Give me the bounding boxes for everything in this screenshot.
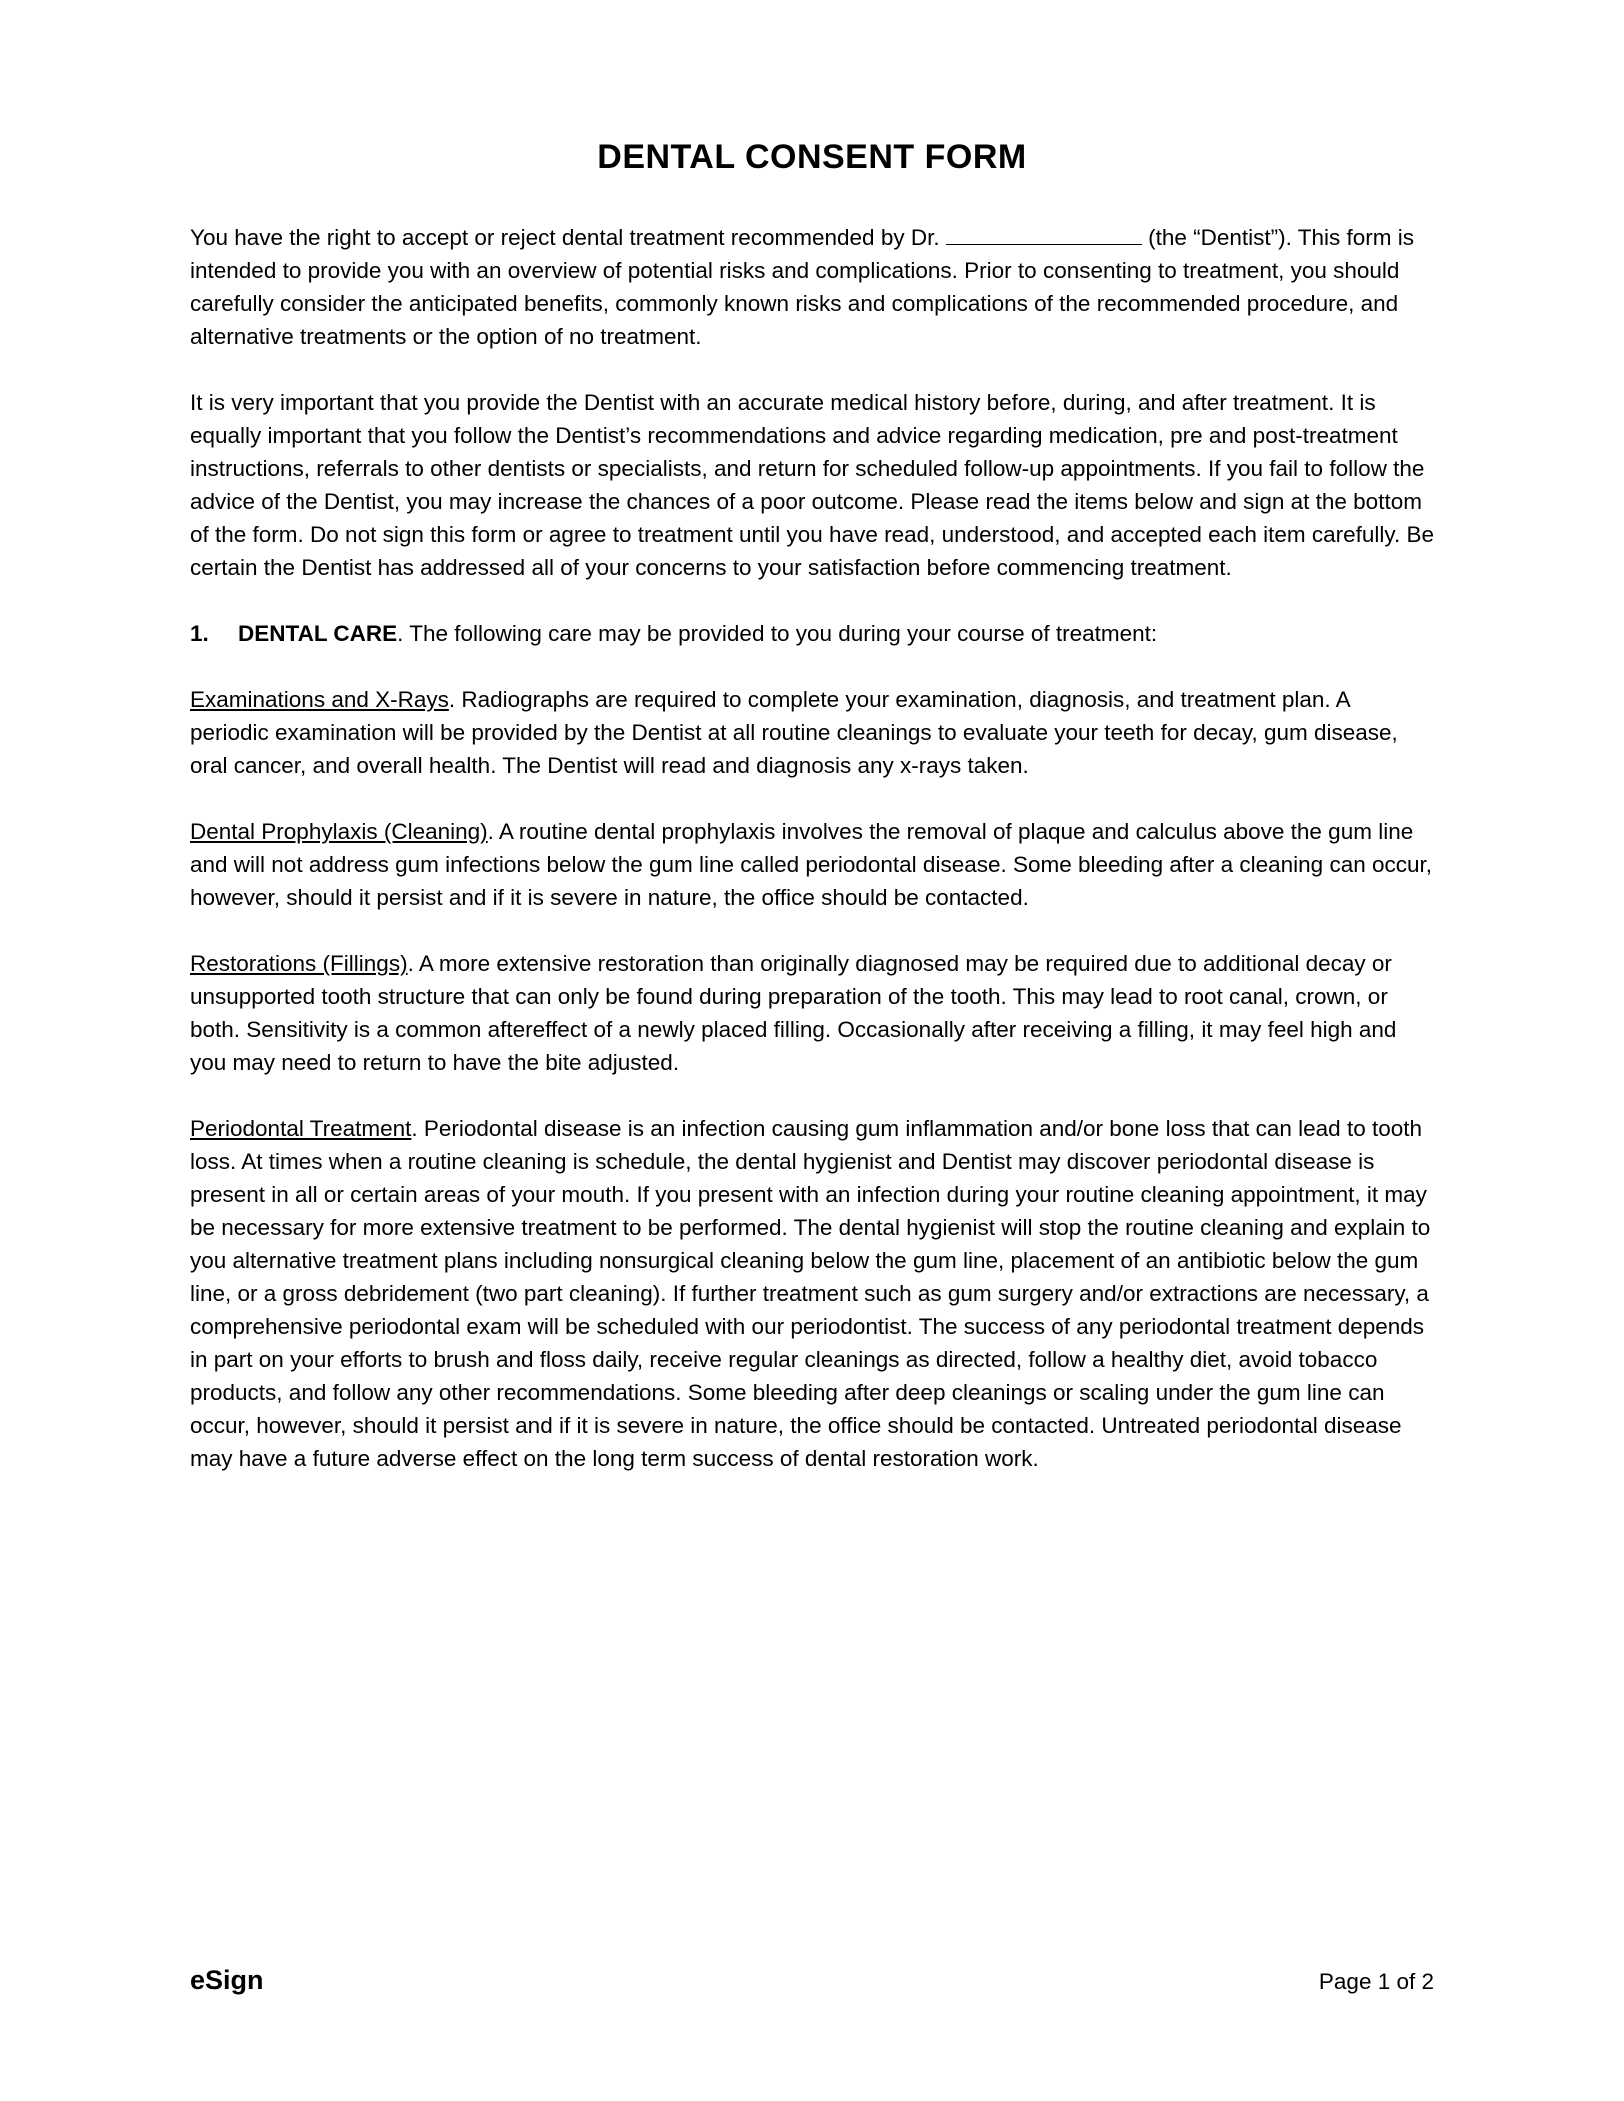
item-dental-prophylaxis-lead: Dental Prophylaxis (Cleaning) <box>190 819 488 844</box>
item-restorations-fillings <box>190 947 1434 1079</box>
intro-paragraph-1-after-blank: (the “Dentist”). This form is intended to provide you with an overview of potential risks and complications. Prior to consenting to treatment, you should carefully consider the anticipated benefits, commonly known risks and complications of the recommended procedure, and alternative treatments or the option of no treatment. <box>190 225 1415 349</box>
dentist-name-blank <box>946 222 1142 245</box>
section-1-heading-rest: . The following care may be provided to you during your course of treatment: <box>397 621 1158 646</box>
intro-paragraph-1-before-blank: You have the right to accept or reject dental treatment recommended by Dr. <box>190 225 940 250</box>
intro-paragraph-2: It is very important that you provide the Dentist with an accurate medical history before, during, and after treatment. It is equally important that you follow the Dentist’s recommendations and advice regarding medication, pre and post-treatment instructions, referrals to other dentists or specialists, and return for scheduled follow-up appointments. If you fail to follow the advice of the Dentist, you may increase the chances of a poor outcome. Please read the items below and sign at the bottom of the form. Do not sign this form or agree to treatment until you have read, understood, and accepted each item carefully. Be certain the Dentist has addressed all of your concerns to your satisfaction before commencing treatment. <box>190 390 1435 580</box>
section-1-number: 1. <box>190 621 209 646</box>
page-number: Page 1 of 2 <box>1318 1969 1434 1994</box>
item-restorations-fillings-text: . A more extensive restoration than originally diagnosed may be required due to additional decay or unsupported tooth structure that can only be found during preparation of the tooth. This may lead to root canal, crown, or both. Sensitivity is a common aftereffect of a newly placed filling. Occasionally after receiving a filling, it may feel high and you may need to return to have the bite adjusted. <box>190 951 1397 1075</box>
page-title: DENTAL CONSENT FORM <box>597 138 1027 176</box>
item-examinations-xrays-text: . Radiographs are required to complete your examination, diagnosis, and treatment plan. A periodic examination will be provided by the Dentist at all routine cleanings to evaluate your teeth for decay, gum disease, oral cancer, and overall health. The Dentist will read and diagnosis any x-rays taken. <box>190 687 1398 778</box>
section-1-heading-text <box>238 617 1157 650</box>
item-restorations-fillings-lead: Restorations (Fillings) <box>190 951 408 976</box>
section-1-title: DENTAL CARE <box>238 621 398 646</box>
intro-paragraph-1 <box>190 221 1434 353</box>
item-periodontal-treatment-text: . Periodontal disease is an infection causing gum inflammation and/or bone loss that can lead to tooth loss. At times when a routine cleaning is schedule, the dental hygienist and Dentist may discover periodontal disease is present in all or certain areas of your mouth. If you present with an infection during your routine cleaning appointment, it may be necessary for more extensive treatment to be performed. The dental hygienist will stop the routine cleaning and explain to you alternative treatment plans including nonsurgical cleaning below the gum line, placement of an antibiotic below the gum line, or a gross debridement (two part cleaning). If further treatment such as gum surgery and/or extractions are necessary, a comprehensive periodontal exam will be scheduled with our periodontist. The success of any periodontal treatment depends in part on your efforts to brush and floss daily, receive regular cleanings as directed, follow a healthy diet, avoid tobacco products, and follow any other recommendations. Some bleeding after deep cleanings or scaling under the gum line can occur, however, should it persist and if it is severe in nature, the office should be contacted. Untreated periodontal disease may have a future adverse effect on the long term success of dental restoration work. <box>190 1116 1431 1471</box>
item-periodontal-treatment <box>190 1112 1434 1475</box>
page-footer <box>190 1965 1434 1996</box>
esign-logo: eSign <box>190 1965 264 1995</box>
section-1-heading-row <box>190 617 1434 650</box>
item-periodontal-treatment-lead: Periodontal Treatment <box>190 1116 412 1141</box>
item-dental-prophylaxis-text: . A routine dental prophylaxis involves the removal of plaque and calculus above the gum line and will not address gum infections below the gum line called periodontal disease. Some bleeding after a cleaning can occur, however, should it persist and if it is severe in nature, the office should be contacted. <box>190 819 1433 910</box>
item-examinations-xrays <box>190 683 1434 782</box>
item-examinations-xrays-lead: Examinations and X-Rays <box>190 687 449 712</box>
item-dental-prophylaxis <box>190 815 1434 914</box>
